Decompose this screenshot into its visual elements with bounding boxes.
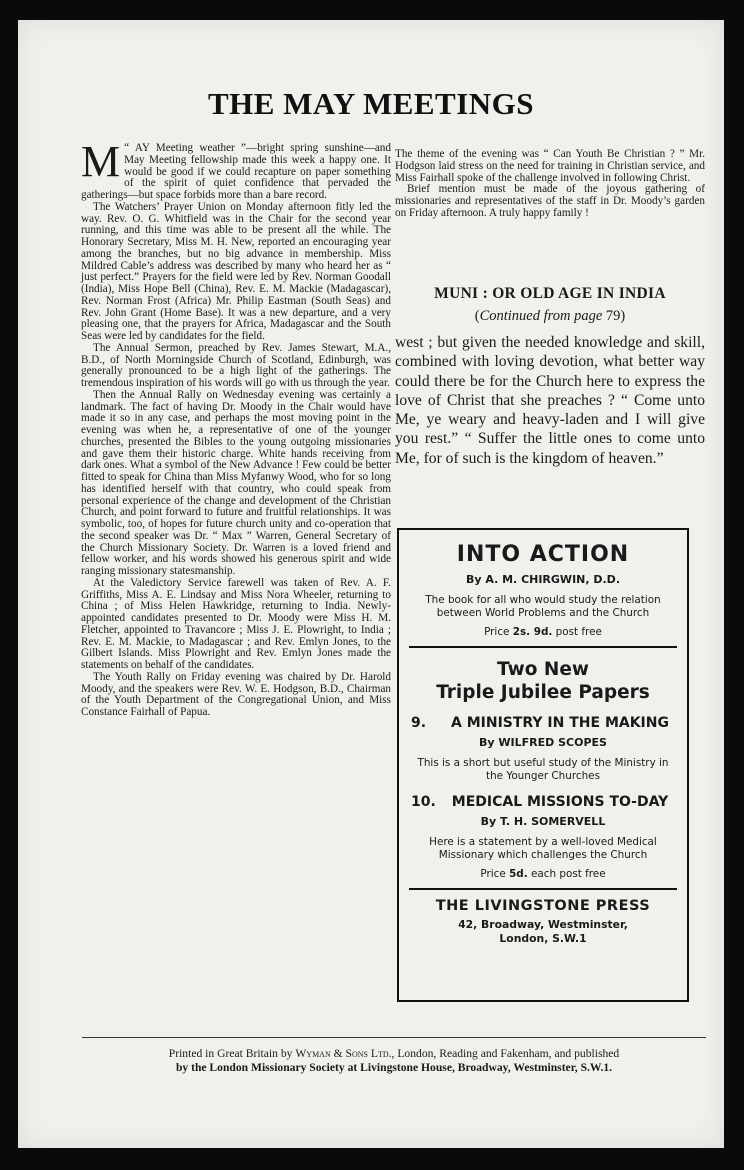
paragraph-garden: Brief mention must be made of the joyous gathering of missionaries and representatives of the staff in Dr. Moody’s garden on Friday afternoon. A truly happy family ! <box>395 183 705 219</box>
ad-item-9: 9. A MINISTRY IN THE MAKING <box>411 715 669 731</box>
ad-item-10-desc: Here is a statement by a well-loved Medical Missionary which challenges the Church <box>429 836 657 861</box>
ad-price-value: 2s. 9d. <box>512 626 553 638</box>
opening-text: “ AY Meeting weather ”—bright spring sunshine—and May Meeting fellowship made this week a happy one. It would be good if we could recapture on paper something of the spirit of quiet confidence that pervaded the gatherings—but space forbids more than a bare record. <box>81 142 391 201</box>
ad-item-9-author: By WILFRED SCOPES <box>479 736 607 749</box>
ad-title: INTO ACTION <box>456 542 630 567</box>
ad-item-10: 10. MEDICAL MISSIONS TO-DAY <box>411 794 669 810</box>
muni-heading: MUNI : OR OLD AGE IN INDIA <box>434 285 666 302</box>
page-title: THE MAY MEETINGS <box>207 86 535 121</box>
ad-divider-two <box>409 888 677 890</box>
ad-divider <box>409 646 677 648</box>
footer-divider <box>82 1037 706 1038</box>
ad-price-two: Price 5d. each post free <box>480 868 606 880</box>
muni-body: west ; but given the needed knowledge and skill, combined with loving devotion, what better way could there be for the Church here to express the love of Christ that she preaches ? “ Come unto Me, ye weary and heavy-laden and I will give you rest.” “ Suffer the little ones to come unto Me, for of such is the kingdom of heaven.” <box>395 334 705 467</box>
paragraph-valedictory: At the Valedictory Service farewell was taken of Rev. A. F. Griffiths, Miss A. E. Lindsay and Miss Nora Wheeler, returning to China ; of Miss Helen Hawkridge, returning to India. Newly-appointed candidates presented to Dr. Moody were Miss H. M. Fletcher, appointed to Travancore ; Miss J. E. Plowright, to India ; Rev. E. M. Mackie, to Madagascar ; and Rev. Emlyn Jones, to the Gilbert Islands. Miss Plowright and Rev. Emlyn Jones made the statements on behalf of the candidates. <box>81 576 391 671</box>
paragraph-rally: Then the Annual Rally on Wednesday evening was certainly a landmark. The fact of having Dr. Moody in the Chair would have made it so in any case, and perhaps the most moving point in the evening was when he, a representative of one of the younger churches, presented the Bibles to the young outgoing missionaries and gave them their historic charge. White hands receiving from dark ones. What a symbol of the New Advance ! Few could be better fitted to speak for China than Miss Myfanwy Wood, who for so long has identified herself with that country, who could speak from personal experience of the change and development of the Christian Church, and point forward to future and fruitful relationships. It was symbolic, too, of hopes for future church unity and co-operation that the second speaker was Dr. “ Max ” Warren, General Secretary of the Church Missionary Society. Dr. Warren is a loved friend and fellow worker, and his words showed his generous spirit and wide ranging missionary statesmanship. <box>81 388 391 577</box>
paragraph-theme: The theme of the evening was “ Can Youth Be Christian ? ” Mr. Hodgson laid stress on the need for training in Christian service, and Miss Fairhall spoke of the challenge involved in following Christ. <box>395 148 705 184</box>
opening-paragraph <box>81 137 391 202</box>
ad-heading-two: Two New Triple Jubilee Papers <box>436 659 650 703</box>
paragraph-sermon: The Annual Sermon, preached by Rev. James Stewart, M.A., B.D., of North Morningside Church of Scotland, Edinburgh, was generally pronounced to be a high light of the gatherings. The tremendous inspiration of his words will go with us through the year. <box>81 341 391 389</box>
ad-address: 42, Broadway, Westminster, London, S.W.1 <box>458 918 628 945</box>
ad-price-two-value: 5d. <box>509 868 528 880</box>
left-column <box>81 137 391 719</box>
ad-item-10-author: By T. H. SOMERVELL <box>480 815 606 828</box>
ad-description: The book for all who would study the relation between World Problems and the Church <box>425 594 661 619</box>
paragraph-watchers: The Watchers’ Prayer Union on Monday afternoon fitly led the way. Rev. O. G. Whitfield was in the Chair for the second year running, and this time was able to be present all the while. The Honorary Secretary, Miss M. H. New, reported an encouraging year among the branches, but no big advance in membership. Miss Mildred Cable’s address was described by many who heard her as “ just perfect.” Prayers for the field were led by Rev. Norman Goodall (India), Miss Hope Bell (China), Rev. E. M. Mackie (Madagascar), Rev. Norman Frost (Africa) Mr. Philip Eastman (South Seas) and Rev. John Grant (Home Base). It was a new departure, and a very pleasing one, that the prayers for Africa, Madagascar and the South Seas were led by candidates for the field. <box>81 200 391 342</box>
imprint-publisher: by the London Missionary Society at Livingstone House, Broadway, Westminster, S.W.1. <box>175 1061 613 1074</box>
printer-name: Wyman & Sons Ltd. <box>295 1047 392 1060</box>
muni-continued: (Continued from page 79) <box>474 308 626 324</box>
drop-cap: M <box>81 137 121 186</box>
continued-page: 79 <box>605 308 621 324</box>
ad-item-9-desc: This is a short but useful study of the Ministry in the Younger Churches <box>417 757 669 782</box>
continued-label: Continued from page <box>479 308 603 324</box>
imprint: Printed in Great Britain by Wyman & Sons Ltd., London, Reading and Fakenham, and published by the London Missionary Society at Livingstone House, Broadway, Westminster, S.W.1. <box>168 1047 620 1074</box>
page <box>18 20 724 1148</box>
ad-price: Price 2s. 9d. post free <box>484 626 602 638</box>
right-column-text <box>395 149 705 220</box>
advertisement-box <box>397 528 689 1002</box>
ad-publisher: THE LIVINGSTONE PRESS <box>435 898 651 914</box>
paragraph-youth-rally: The Youth Rally on Friday evening was chaired by Dr. Harold Moody, and the speakers were Rev. W. E. Hodgson, B.D., Chairman of the Youth Department of the Congregational Union, and Miss Constance Fairhall of Papua. <box>81 670 391 718</box>
ad-author: By A. M. CHIRGWIN, D.D. <box>466 573 620 586</box>
